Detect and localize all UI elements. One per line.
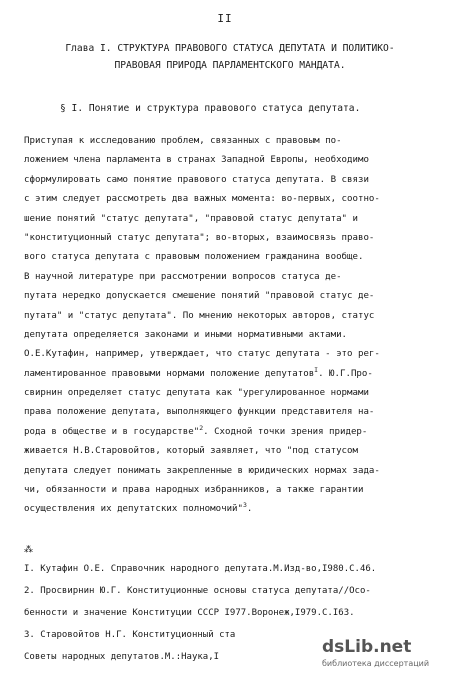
body-line: шение понятий "статус депутата", "правовой статус депутата" и [24, 213, 358, 224]
footnote-line: I. Кутафин О.Е. Справочник народного депутата.М.Изд-во,I980.С.46. [24, 564, 377, 574]
body-line [24, 500, 444, 519]
footnote-line: Советы народных депутатов.М.:Наука,I [24, 652, 220, 662]
body-line-tail: . Ю.Г.Про- [318, 368, 373, 379]
footnote-ref-1: I [314, 365, 319, 374]
body-text [24, 132, 444, 520]
body-line-text: рода в обществе и в государстве" [24, 426, 200, 437]
body-line: Приступая к исследованию проблем, связанных с правовым по- [24, 136, 342, 146]
body-line: "конституционный статус депутата"; во-вторых, взаимосвязь право- [24, 232, 375, 243]
chapter-heading-line-1: Глава I. СТРУКТУРА ПРАВОВОГО СТАТУСА ДЕПУТАТА И ПОЛИТИКО- [65, 43, 395, 54]
chapter-heading-line-2: ПРАВОВАЯ ПРИРОДА ПАРЛАМЕНТСКОГО МАНДАТА. [114, 60, 346, 71]
body-line: путата" и "статус депутата". По мнению некоторых авторов, статус [24, 310, 375, 321]
footnote-separator: ⁂ [24, 545, 33, 555]
body-line: права положение депутата, выполняющего функции представителя на- [24, 407, 375, 418]
body-line: сформулировать само понятие правового статуса депутата. В связи [24, 174, 369, 185]
footnote-ref-3: 3 [243, 501, 247, 510]
body-line: В научной литературе при рассмотрении вопросов статуса де- [24, 271, 342, 282]
page-number: II [217, 12, 233, 25]
body-line: живается Н.В.Старовойтов, который заявляет, что "под статусом [24, 446, 358, 457]
section-heading: § I. Понятие и структура правового статуса депутата. [60, 103, 361, 114]
body-line-text: ламентированное правовыми нормами положение депутатов [24, 368, 315, 379]
watermark[interactable] [322, 637, 442, 673]
body-line [24, 423, 444, 442]
footnote-line: 3. Старовойтов Н.Г. Конституционный ста [24, 630, 236, 640]
body-line: с этим следует рассмотреть два важных момента: во-первых, соотно- [24, 194, 380, 205]
body-line-tail: . Сходной точки зрения придер- [203, 426, 368, 437]
body-line: свирнин определяет статус депутата как "урегулированное нормами [24, 388, 369, 399]
footnote-line: бенности и значение Конституции СССР I977.Воронеж,I979.С.I63. [24, 608, 355, 618]
watermark-logo[interactable]: dsLib.net [322, 637, 412, 657]
body-line: депутата следует понимать закрепленные в юридических нормах зада- [24, 465, 380, 476]
watermark-subtitle: библиотека диссертаций [322, 659, 430, 668]
body-line: депутата определяется законами и иными нормативными актами. [24, 329, 348, 340]
body-line: вого статуса депутата с правовым положением гражданина вообще. [24, 252, 364, 263]
body-line: чи, обязанности и права народных избранников, а также гарантии [24, 485, 364, 496]
body-line: путата нередко допускается смешение понятий "правовой статус де- [24, 291, 375, 302]
body-line [24, 365, 444, 384]
footnote-line: 2. Просвирнин Ю.Г. Конституционные основы статуса депутата//Осо- [24, 586, 371, 596]
footnote-ref-2: 2 [199, 423, 204, 432]
chapter-heading [30, 40, 430, 74]
body-line-tail: . [246, 504, 253, 515]
body-line: О.Е.Кутафин, например, утверждает, что статус депутата - это рег- [24, 349, 380, 360]
body-line: ложением члена парламента в странах Западной Европы, необходимо [24, 155, 369, 166]
body-line-text: осуществления их депутатских полномочий" [24, 504, 243, 515]
